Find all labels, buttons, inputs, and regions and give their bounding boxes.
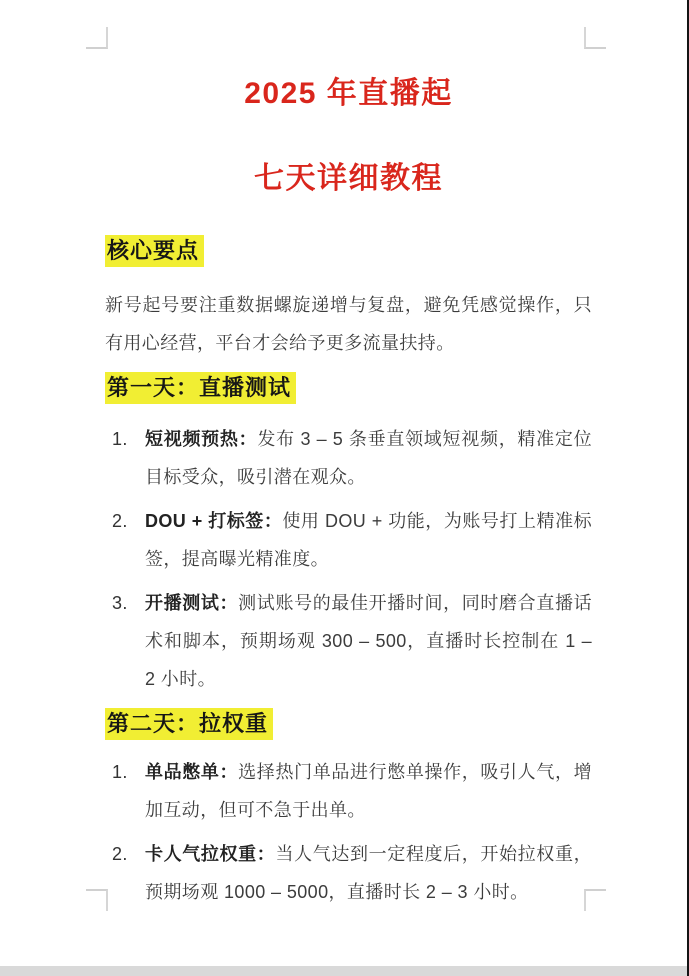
list-item-body: 当人气达到一定程度后，开始拉权重，预期场观 1000 – 5000，直播时长 2 – 3 小时。 (145, 844, 592, 902)
list-item-body: 使用 DOU + 功能，为账号打上精准标签，提高曝光精准度。 (145, 511, 593, 569)
day2-list (105, 753, 592, 911)
list-item (105, 420, 592, 496)
doc-title-line2: 七天详细教程 (254, 162, 443, 195)
list-item-number: 2. (112, 844, 128, 864)
list-item-number: 1. (112, 762, 128, 782)
section-day2 (105, 708, 592, 740)
list-item (105, 502, 592, 578)
list-item-body: 选择热门单品进行憋单操作，吸引人气，增加互动，但可不急于出单。 (145, 762, 592, 820)
doc-title-line1: 2025 年直播起 (244, 77, 453, 110)
list-item-term: 单品憋单： (145, 762, 239, 782)
list-item-term: DOU + 打标签： (145, 511, 283, 531)
list-item-text (145, 835, 592, 911)
list-item (105, 835, 592, 911)
section-heading-day2: 第二天：拉权重 (105, 708, 273, 740)
section-core-points (105, 235, 592, 267)
section-heading-core-points: 核心要点 (105, 235, 204, 267)
document-content (105, 0, 592, 917)
section-day1 (105, 372, 592, 404)
list-item (105, 584, 592, 698)
list-item-body: 发布 3 – 5 条垂直领域短视频，精准定位目标受众，吸引潜在观众。 (145, 429, 592, 487)
list-item-text (145, 420, 592, 496)
list-item-number: 2. (112, 511, 128, 531)
section-heading-day1: 第一天：直播测试 (105, 372, 296, 404)
list-item-term: 开播测试： (145, 593, 239, 613)
list-item-text (145, 502, 592, 578)
list-item-term: 卡人气拉权重： (145, 844, 276, 864)
list-item-term: 短视频预热： (145, 429, 258, 449)
list-item-text (145, 753, 592, 829)
list-item-body: 测试账号的最佳开播时间，同时磨合直播话术和脚本，预期场观 300 – 500，直播时长控制在 1 – 2 小时。 (145, 593, 592, 689)
list-item-text (145, 584, 592, 698)
list-item-number: 1. (112, 429, 128, 449)
page-bottom-edge (0, 966, 689, 976)
list-item (105, 753, 592, 829)
list-item-number: 3. (112, 593, 128, 613)
day1-list (105, 420, 592, 698)
core-points-paragraph: 新号起号要注重数据螺旋递增与复盘，避免凭感觉操作，只有用心经营，平台才会给予更多流量扶持。 (105, 295, 592, 353)
